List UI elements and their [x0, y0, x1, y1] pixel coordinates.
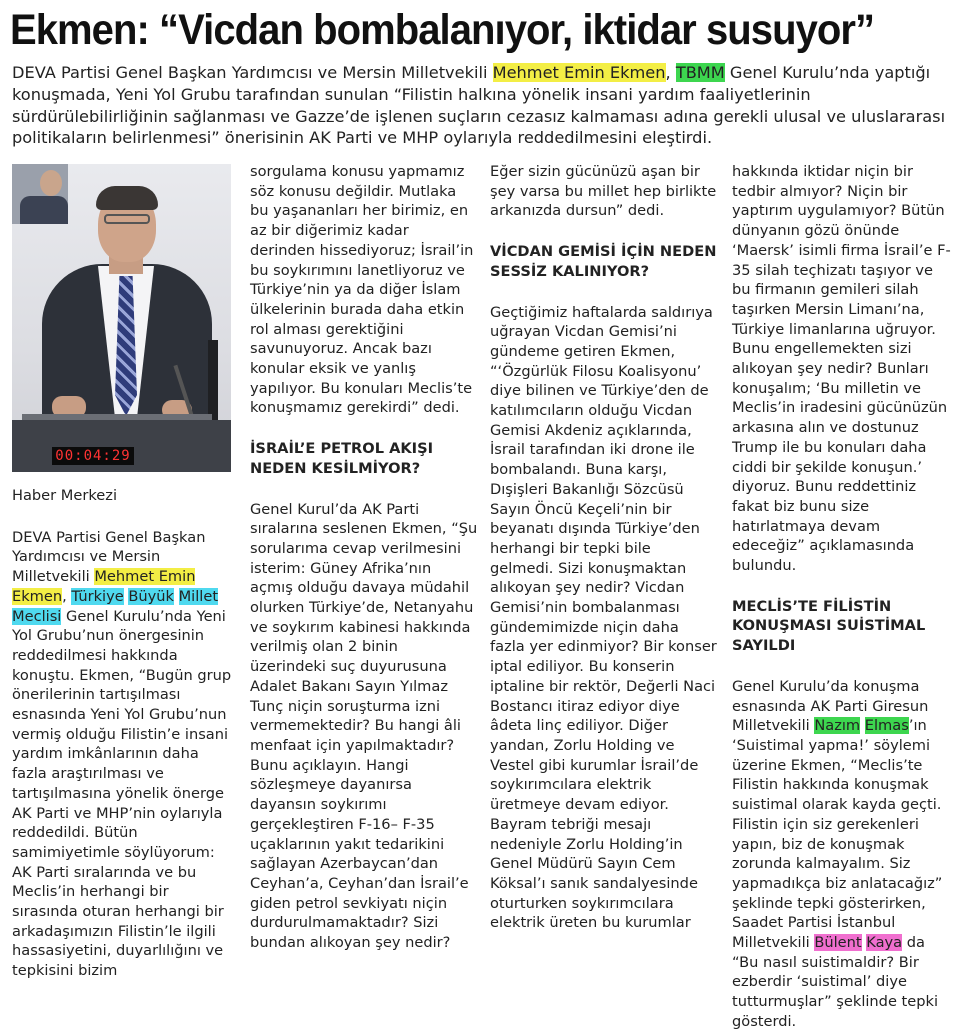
col3-paragraph-2: Geçtiğimiz haftalarda saldırıya uğrayan Vicdan Gemisi’ni gündeme getiren Ekmen, “‘Özgürlük Filosu Koalisyonu’ diye bilinen ve Türkiye’den de katılımcıların olduğu Vicdan Gemisi Akdeniz açıklarında, İsrail tarafından iki drone ile bombalandı. Buna karşı, Dışişleri Bakanlığı Sözcüsü Sayın Öncü Keçeli’nin bir beyanatı dışında Türkiye’den herhangi bir tepki bile gelmedi. Sizi konuşmaktan alıkoyan şey nedir? Vicdan Gemisi’nin bombalanması gündemimizde niçin daha fazla yer edinmiyor? Bir konser iptal ediliyor. Bu konserin iptaline bir rektör, Değerli Naci Bostancı itiraz ediyor diye âdeta linç ediliyor. Diğer yandan, Zorlu Holding ve Vestel gibi kurumlar İsrail’de soykırımcılara elektrik üretmeye devam ediyor. Bayram tebriği mesajı nedeniyle Zorlu Holding’in Genel Müdürü Sayın Cem Köksal’ı sanık sandalyesinde oturturken soykırımcılara elektrik üreten bu kurumlar: [490, 303, 717, 932]
text: ’ın ‘Suistimal yapma!’ söylemi üzerine Ekmen, “Meclis’te Filistin hakkında konuşmak suistimal olarak kayda geçti. Filistin için siz gerekenleri yapın, biz de konuşmak zorunda kalmayalım. Siz yapmadıkça biz anlatacağız” şeklinde tepki gösterirken, Saadet Partisi İstanbul Milletvekili: [732, 717, 943, 952]
column-1: [12, 486, 237, 981]
col1-paragraph: [12, 528, 237, 981]
highlight-elmas: Elmas: [864, 717, 909, 735]
highlight-buyuk: Büyük: [128, 587, 174, 605]
highlight-turkiye: Türkiye: [71, 587, 124, 605]
text: Genel Kurulu’nda Yeni Yol Grubu’nun önergesinin reddedilmesi hakkında konuştu. Ekmen, “Bugün grup önerilerinin tartışılması esnasında Yeni Yol Grubu’nun vermiş olduğu Filistin’e insani yardım imkânlarının daha fazla araştırılması ve tartışılmasına yönelik önerge AK Parti ve MHP’nin oylarıyla reddedildi. Bütün samimiyetimle söylüyorum: AK Parti sıralarında ve bu Meclis’in herhangi bir sırasında oturan herhangi bir arkadaşımızın Filistin’le ilgili hassasiyetini, duyarlılığını ve tepkisini bizim: [12, 607, 232, 980]
column-3: [490, 162, 718, 933]
highlight-bulent: Bülent: [814, 934, 862, 952]
col4-paragraph-1: hakkında iktidar niçin bir tedbir almıyor? Niçin bir yaptırım uygulamıyor? Bütün dünyanın gözü önünde ‘Maersk’ isimli firma İsrail’e F-35 silah teçhizatı taşıyor ve bu firmanın gemileri silah taşırken Mersin Limanı’na, Türkiye limanlarına uğruyor. Bunu engellemekten sizi alıkoyan şey nedir? Bunları konuşalım; ‘Bu milletin ve Meclis’in iradesini gücünüzün arkasına alın ve dostunuz Trump ile bu konuları daha ciddi bir şekilde konuşun.’ diyoruz. Bunu reddettiniz fakat biz bunu size hatırlatmaya devam edeceğiz” açıklamasında bulundu.: [732, 163, 951, 575]
text: ,: [62, 587, 72, 605]
column-2: [250, 162, 478, 953]
column-4: [732, 162, 954, 1032]
subheading-petrol: İSRAİL’E PETROL AKIŞI NEDEN KESİLMİYOR?: [250, 440, 434, 477]
highlight-name: Mehmet Emin Ekmen: [12, 568, 196, 605]
speech-timer: 00:04:29: [52, 447, 134, 465]
glasses-icon: [104, 214, 150, 224]
text: Genel Kurulu’da konuşma esnasında AK Parti Giresun Milletvekili: [732, 677, 929, 735]
subheading-vicdan: VİCDAN GEMİSİ İÇİN NEDEN SESSİZ KALINIYOR?: [490, 243, 717, 280]
highlight-name: Mehmet Emin Ekmen: [492, 63, 666, 82]
lead-text-3: Genel Kurulu’nda yaptığı konuşmada, Yeni Yol Grubu tarafından sunulan “Filistin halkına yönelik insani yardım faaliyetlerinin sürdürülebilirliğinin sağlanması ve Gazze’de işlenen suçların cezasız kalmaması adına gerekli ulusal ve uluslararası politikaların belirlenmesi” önerisinin AK Parti ve MHP oylarıyla reddedilmesini eleştirdi.: [12, 63, 946, 148]
byline: Haber Merkezi: [12, 487, 117, 504]
background-person: [12, 164, 68, 224]
col2-paragraph-2: Genel Kurul’da AK Parti sıralarına seslenen Ekmen, “Şu sorularıma cevap verilmesini isterim: Güney Afrika’nın açmış olduğu davaya müdahil olurken Türkiye’de, Netanyahu ve soykırım kabinesi hakkında verilmiş olan 2 binin üzerindeki suç duyurusuna Adalet Bakanı Sayın Yılmaz Tunç niçin soruşturma izni vermemektedir? Bu hangi âli menfaat için yapılmaktadır? Bunu açıklayın. Hangi sözleşmeye dayanırsa dayansın soykırımı gerçekleştiren F-16– F-35 uçaklarının yakıt tedarikini sağlayan Azerbaycan’dan Ceyhan’a, Ceyhan’dan İsrail’e giden petrol sevkiyatı niçin durdurulmamaktadır? Sizi bundan alıkoyan şey nedir?: [250, 500, 478, 952]
lead-paragraph: [12, 62, 952, 149]
microphone-icon: [208, 340, 218, 424]
text: da “Bu nasıl suistimaldir? Bir ezberdir ‘suistimal’ diye tutturmuşlar” şeklinde tepki gösterdi.: [732, 934, 939, 1030]
subheading-meclis: MECLİS’TE FİLİSTİN KONUŞMASI SUİSTİMAL SAYILDI: [732, 597, 926, 655]
lead-text-2: ,: [665, 63, 676, 82]
highlight-millet-meclisi: Millet Meclisi: [12, 587, 219, 625]
text: DEVA Partisi Genel Başkan Yardımcısı ve Mersin Milletvekili: [12, 528, 206, 586]
speaker-photo: [12, 164, 231, 472]
col3-paragraph-1: Eğer sizin gücünüzü aşan bir şey varsa bu millet hep birlikte arkanızda dursun” dedi.: [490, 163, 717, 220]
text: [174, 588, 179, 605]
col2-paragraph-1: sorgulama konusu yapmamız söz konusu değildir. Mutlaka bu yaşananları her birimiz, en az bir diğerimiz kadar derinden hissediyoruz; İsrail’in bu soykırımını lanetliyoruz ve Türkiye’nin ya da diğer İslam ülkelerinin burada daha etkin rol alması gerektiğini savunuyoruz. Ancak bazı konular eksik ve yanlış yapılıyor. Bu konuları Meclis’te konuşmamız gerekirdi” dedi.: [250, 163, 474, 417]
headline: Ekmen: “Vicdan bombalanıyor, iktidar susuyor”: [10, 6, 875, 54]
highlight-tbmm: TBMM: [675, 63, 725, 82]
highlight-nazim: Nazım: [814, 717, 861, 735]
col4-paragraph-2: [732, 677, 954, 1032]
highlight-kaya: Kaya: [866, 934, 903, 952]
lead-text-1: DEVA Partisi Genel Başkan Yardımcısı ve Mersin Milletvekili: [12, 63, 493, 82]
